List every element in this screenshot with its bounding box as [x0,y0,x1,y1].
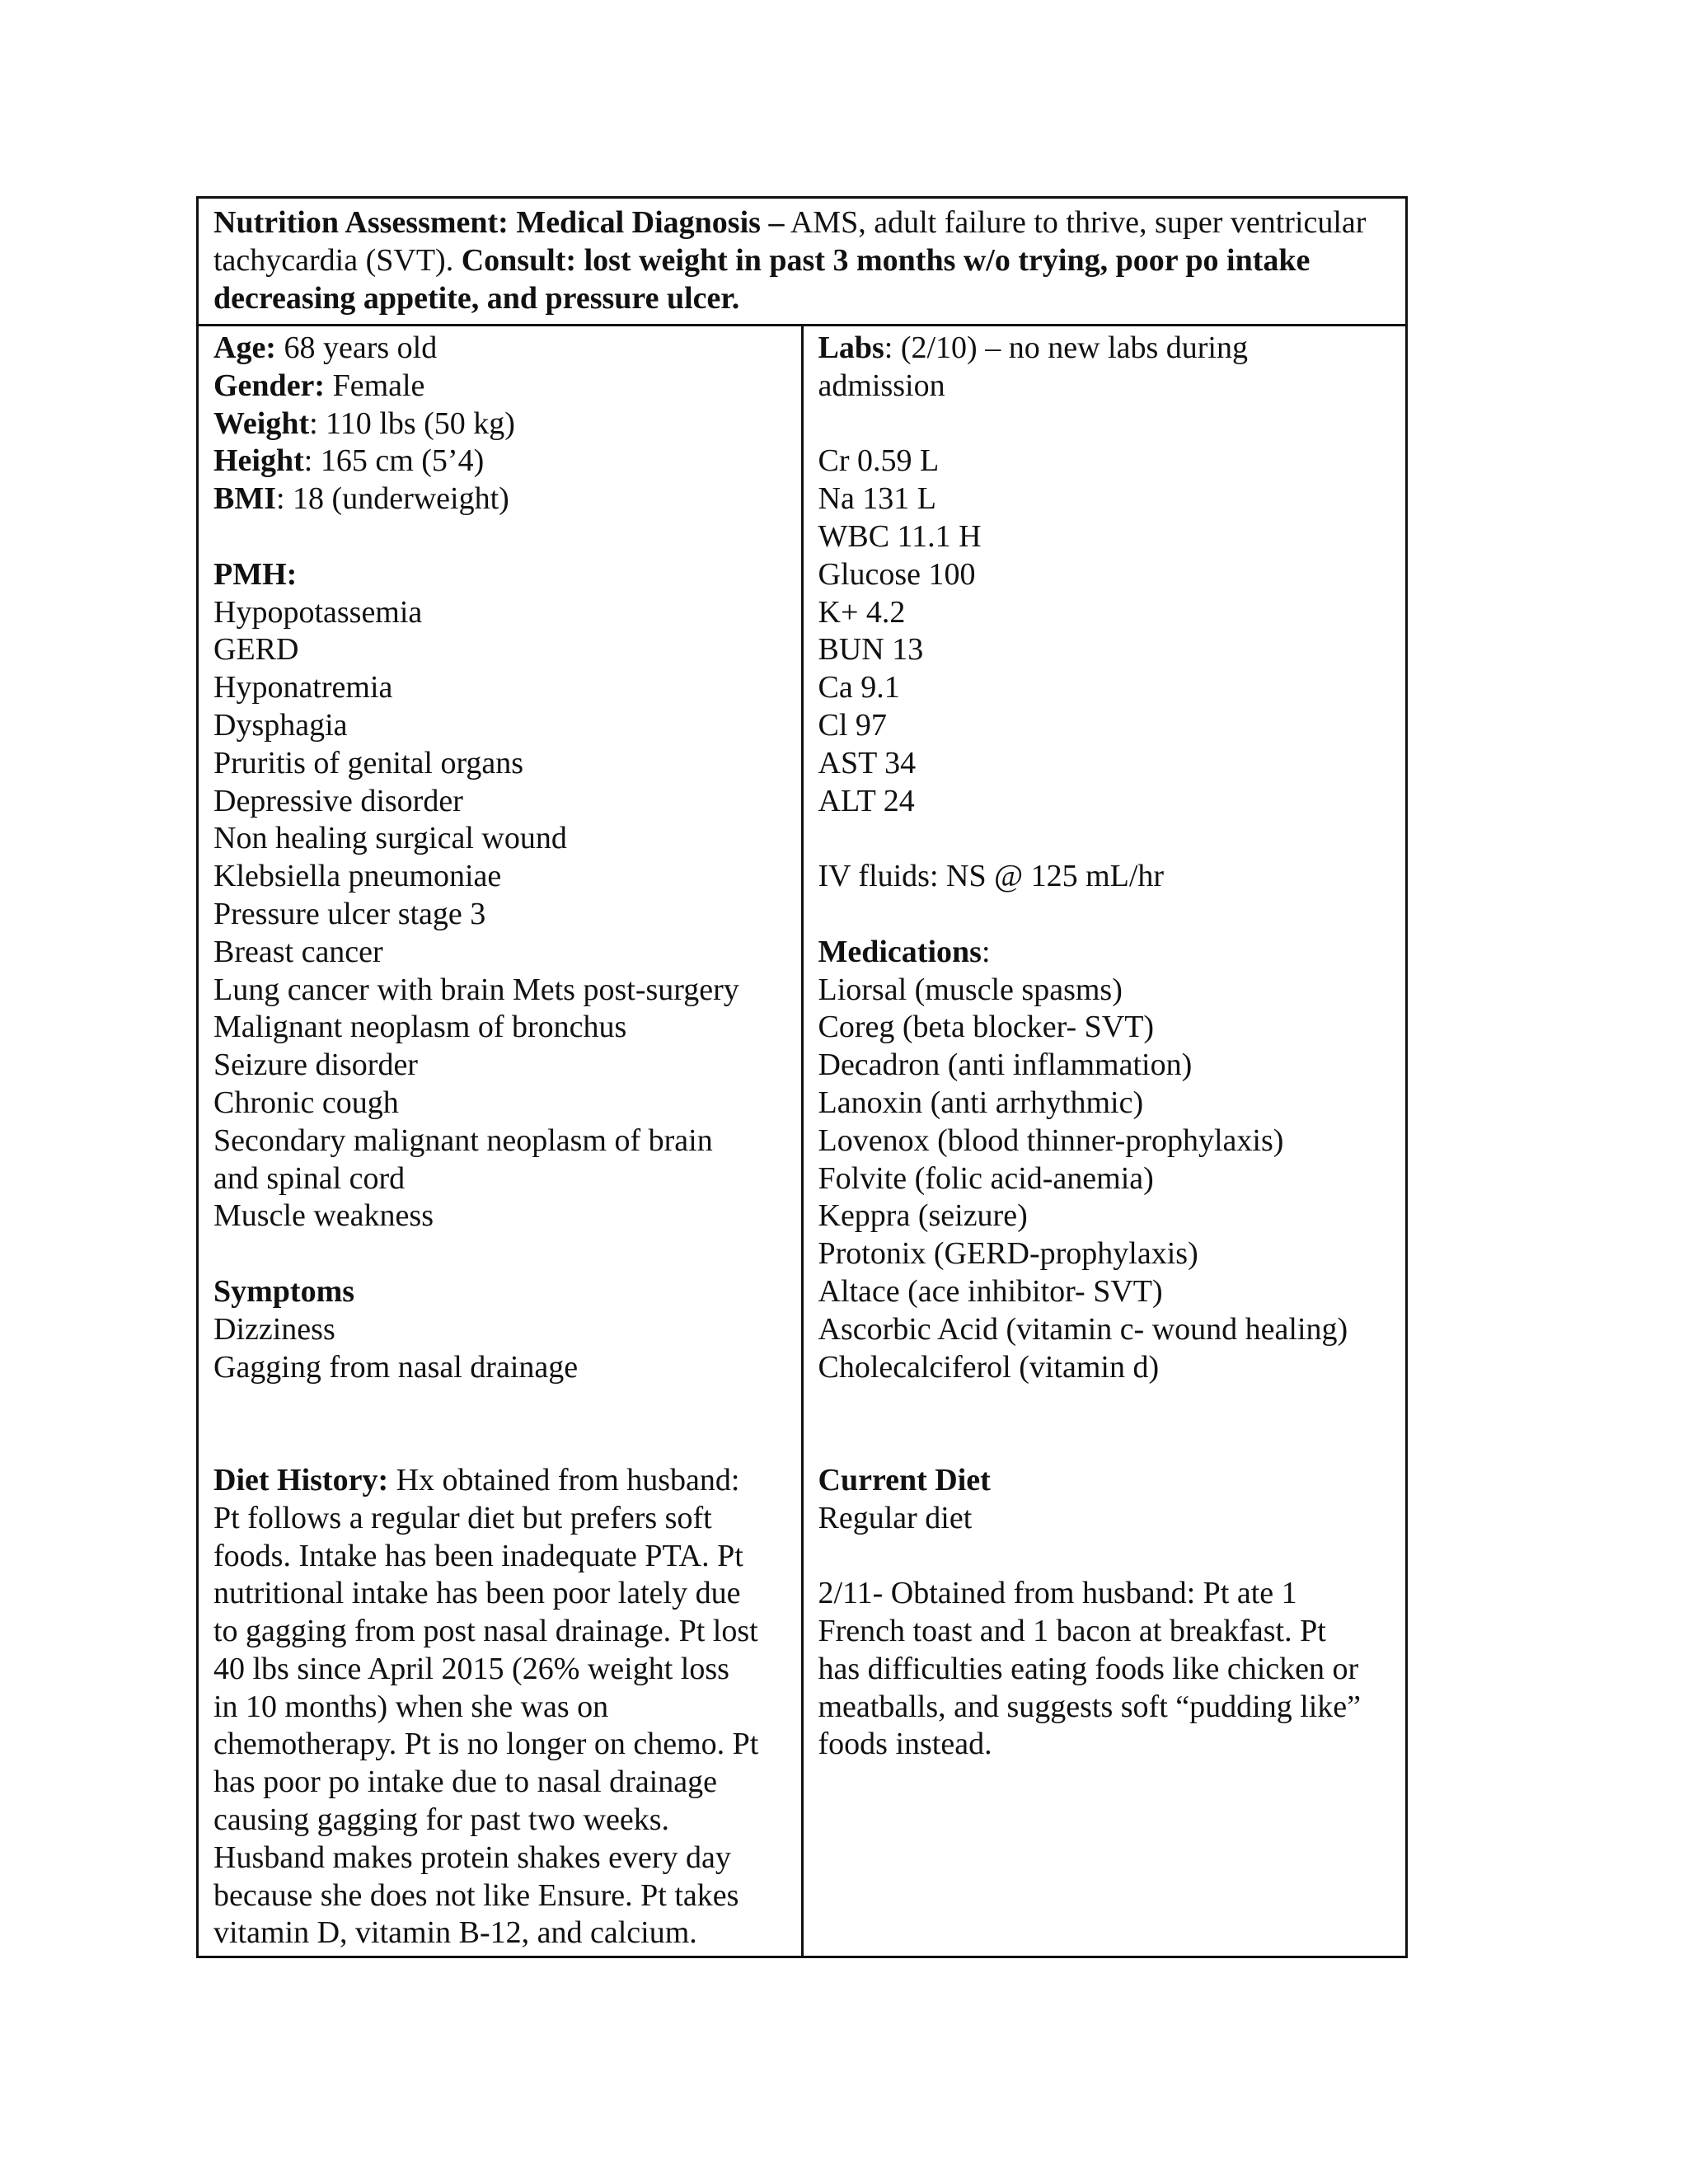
diagnosis-text: AMS, adult failure to thrive, super ventricular tachycardia (SVT). [213,205,1367,278]
pmh-item: Depressive disorder [213,783,463,818]
age-value: 68 years old [275,330,438,365]
diet-history-line: nutritional intake has been poor lately due [213,1576,741,1611]
medications-colon: : [981,934,991,969]
bmi-label: BMI [213,481,276,517]
current-diet-value: Regular diet [818,1500,973,1535]
pmh-item: and spinal cord [213,1160,406,1196]
labs-text: : (2/10) – no new labs during [884,330,1248,365]
pmh-item: Dysphagia [213,707,348,743]
pmh-heading-text: PMH: [213,556,298,592]
diet-history-line: Pt follows a regular diet but prefers soft [213,1500,712,1535]
lab-value: Glucose 100 [818,556,976,592]
symptoms-heading-text: Symptoms [213,1273,355,1309]
lab-value: WBC 11.1 H [818,518,982,554]
diet-history-line: chemotherapy. Pt is no longer on chemo. Pt [213,1727,759,1762]
medication-item: Altace (ace inhibitor- SVT) [818,1273,1163,1309]
gender-label: Gender: [213,368,326,403]
medication-item: Coreg (beta blocker- SVT) [818,1010,1155,1045]
lab-value: Cl 97 [818,707,887,743]
diet-history-label: Diet History: [213,1462,389,1497]
current-diet-line: meatballs, and suggests soft “pudding like” [818,1689,1362,1724]
diagnosis-header [199,199,1405,326]
pmh-item: Breast cancer [213,934,383,969]
height-value: : 165 cm (5’4) [303,443,485,479]
gender-value: Female [325,368,425,403]
diet-history-line: vitamin D, vitamin B-12, and calcium. [213,1915,697,1951]
medications-heading [818,934,1393,972]
symptom-item: Dizziness [213,1311,335,1347]
consult-text: lost weight in past 3 months w/o trying, poor po intake decreasing appetite, and pressure ulcer. [213,243,1311,316]
pmh-item: GERD [213,632,299,668]
current-diet-line: French toast and 1 bacon at breakfast. Pt [818,1614,1326,1649]
bmi-line [213,480,788,518]
lab-value: K+ 4.2 [818,594,906,630]
medical-diagnosis-label: Medical Diagnosis – [516,205,785,240]
pmh-item: Chronic cough [213,1085,399,1120]
weight-label: Weight [213,405,310,441]
gender-line [213,368,788,405]
diet-history-line: because she does not like Ensure. Pt takes [213,1877,739,1913]
weight-value: : 110 lbs (50 kg) [309,405,515,441]
diet-history-line: causing gagging for past two weeks. [213,1802,669,1838]
diet-history-line: to gagging from post nasal drainage. Pt lost [213,1614,758,1649]
lab-value: Ca 9.1 [818,670,900,705]
lab-value: BUN 13 [818,632,924,668]
diet-history-line: foods. Intake has been inadequate PTA. Pt [213,1538,743,1573]
age-label: Age: [213,330,276,365]
current-diet-line: 2/11- Obtained from husband: Pt ate 1 [818,1576,1297,1611]
symptom-item: Gagging from nasal drainage [213,1349,579,1385]
medications-heading-text: Medications [818,934,982,969]
labs-line [818,330,1393,368]
medication-item: Keppra (seizure) [818,1198,1028,1234]
pmh-item: Pruritis of genital organs [213,745,524,780]
iv-fluids: IV fluids: NS @ 125 mL/hr [818,859,1165,894]
medication-item: Folvite (folic acid-anemia) [818,1160,1154,1196]
pmh-item: Malignant neoplasm of bronchus [213,1010,627,1045]
pmh-item: Klebsiella pneumoniae [213,859,502,894]
current-diet-line: has difficulties eating foods like chicken or [818,1651,1359,1686]
lab-value: ALT 24 [818,783,915,818]
labs-label: Labs [818,330,884,365]
height-label: Height [213,443,304,479]
diet-history-line: in 10 months) when she was on [213,1689,609,1724]
lab-value: Na 131 L [818,481,937,517]
medication-item: Ascorbic Acid (vitamin c- wound healing) [818,1311,1348,1347]
medication-item: Decadron (anti inflammation) [818,1047,1193,1083]
age-line [213,330,788,368]
diet-history-line: Husband makes protein shakes every day [213,1840,731,1875]
current-diet-line: foods instead. [818,1727,992,1762]
patient-column [199,326,804,1956]
current-diet-heading-text: Current Diet [818,1462,991,1497]
medication-item: Lanoxin (anti arrhythmic) [818,1085,1144,1120]
lab-value: Cr 0.59 L [818,443,940,479]
consult-label: Consult: [461,243,577,278]
weight-line [213,405,788,443]
nutrition-assessment-table [196,196,1408,1958]
medication-item: Protonix (GERD-prophylaxis) [818,1236,1198,1272]
clinical-column [804,326,1406,1956]
pmh-item: Secondary malignant neoplasm of brain [213,1122,713,1158]
current-diet-heading [818,1462,1393,1500]
medication-item: Cholecalciferol (vitamin d) [818,1349,1160,1385]
medication-item: Liorsal (muscle spasms) [818,972,1123,1007]
nutrition-assessment-label: Nutrition Assessment: [213,205,509,240]
pmh-item: Hyponatremia [213,670,393,705]
lab-value: AST 34 [818,745,917,780]
pmh-item: Seizure disorder [213,1047,418,1083]
height-line [213,443,788,480]
pmh-item: Pressure ulcer stage 3 [213,896,486,931]
diet-history-line: 40 lbs since April 2015 (26% weight loss [213,1651,729,1686]
pmh-item: Muscle weakness [213,1198,434,1234]
pmh-item: Hypopotassemia [213,594,423,630]
top-grid [199,326,1405,1956]
pmh-heading [213,556,788,594]
labs-line-2: admission [818,368,945,403]
diet-history-text: Hx obtained from husband: [388,1462,740,1497]
diet-history-line [213,1462,788,1500]
symptoms-heading [213,1273,788,1311]
medication-item: Lovenox (blood thinner-prophylaxis) [818,1122,1284,1158]
diet-history-line: has poor po intake due to nasal drainage [213,1765,717,1800]
bmi-value: : 18 (underweight) [276,481,509,517]
pmh-item: Lung cancer with brain Mets post-surgery [213,972,739,1007]
pmh-item: Non healing surgical wound [213,821,567,856]
